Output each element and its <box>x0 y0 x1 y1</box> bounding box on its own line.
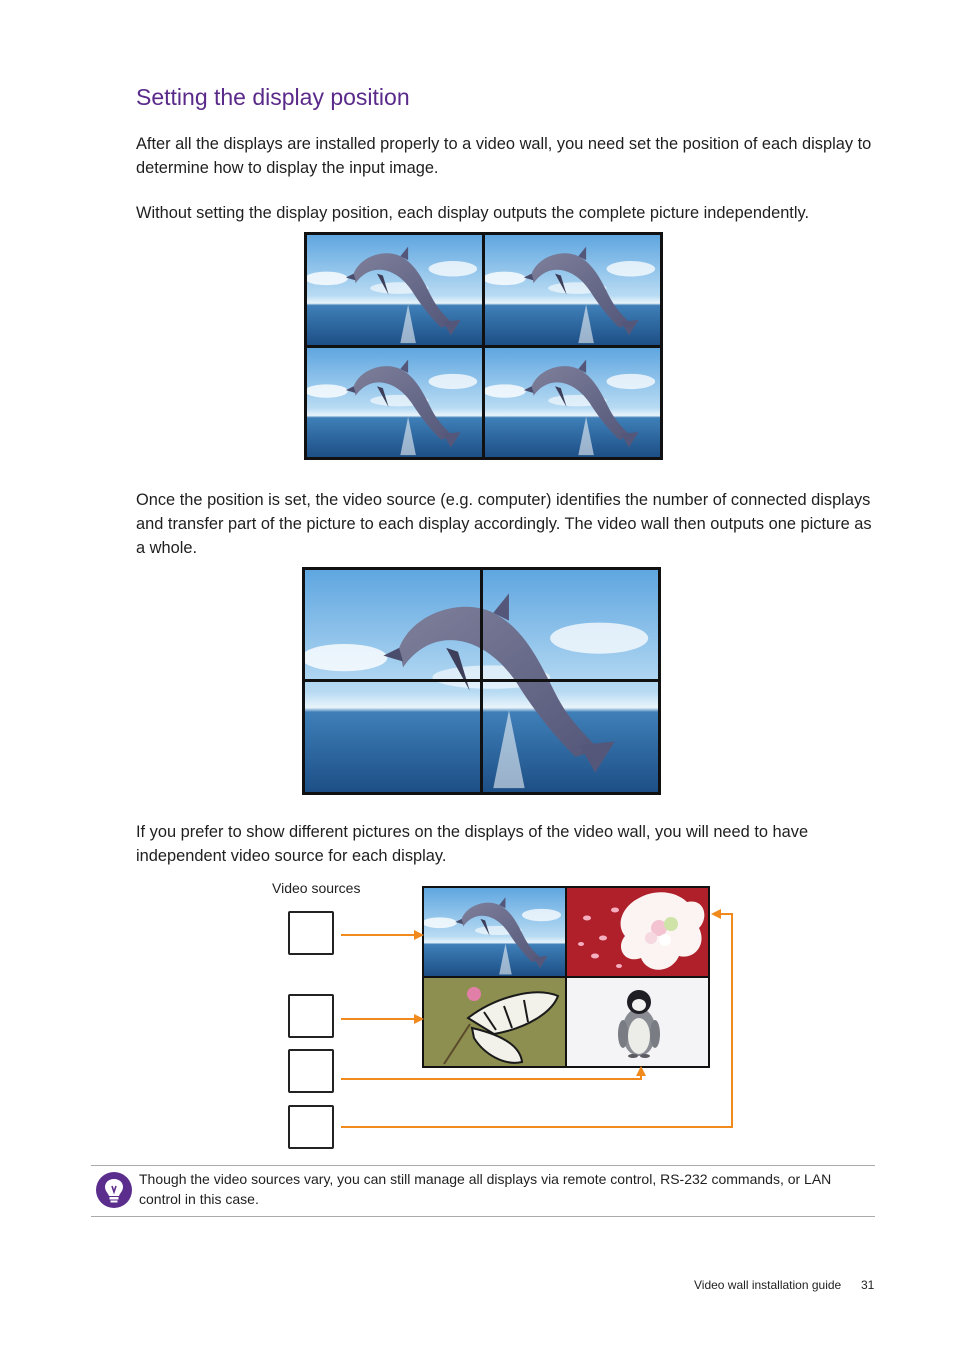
note-bottom-rule <box>91 1216 875 1217</box>
note-text: Though the video sources vary, you can still manage all displays via remote control, RS-232 commands, or LAN control in this case. <box>139 1171 832 1207</box>
independent-output-paragraph: Without setting the display position, each display outputs the complete picture independently. <box>136 204 810 222</box>
position-set-paragraph: Once the position is set, the video source (e.g. computer) identifies the number of connected displays and transfer part of the picture to each display accordingly. The video wall then outputs one picture as a whole. <box>136 491 872 557</box>
intro-paragraph: After all the displays are installed properly to a video wall, you need set the position of each display to determine how to display the input image. <box>136 135 872 177</box>
note-top-rule <box>91 1165 875 1166</box>
page-heading: Setting the display position <box>136 84 410 110</box>
arrow-to-flowers <box>341 914 732 1127</box>
video-sources-label: Video sources <box>272 880 361 896</box>
footer-title: Video wall installation guide <box>694 1278 842 1292</box>
lightbulb-icon <box>96 1172 132 1208</box>
different-pictures-paragraph: If you prefer to show different pictures on the displays of the video wall, you will need to have independent video source for each display. <box>136 823 809 865</box>
arrow-to-penguin <box>341 1072 641 1079</box>
page-number: 31 <box>861 1278 875 1292</box>
